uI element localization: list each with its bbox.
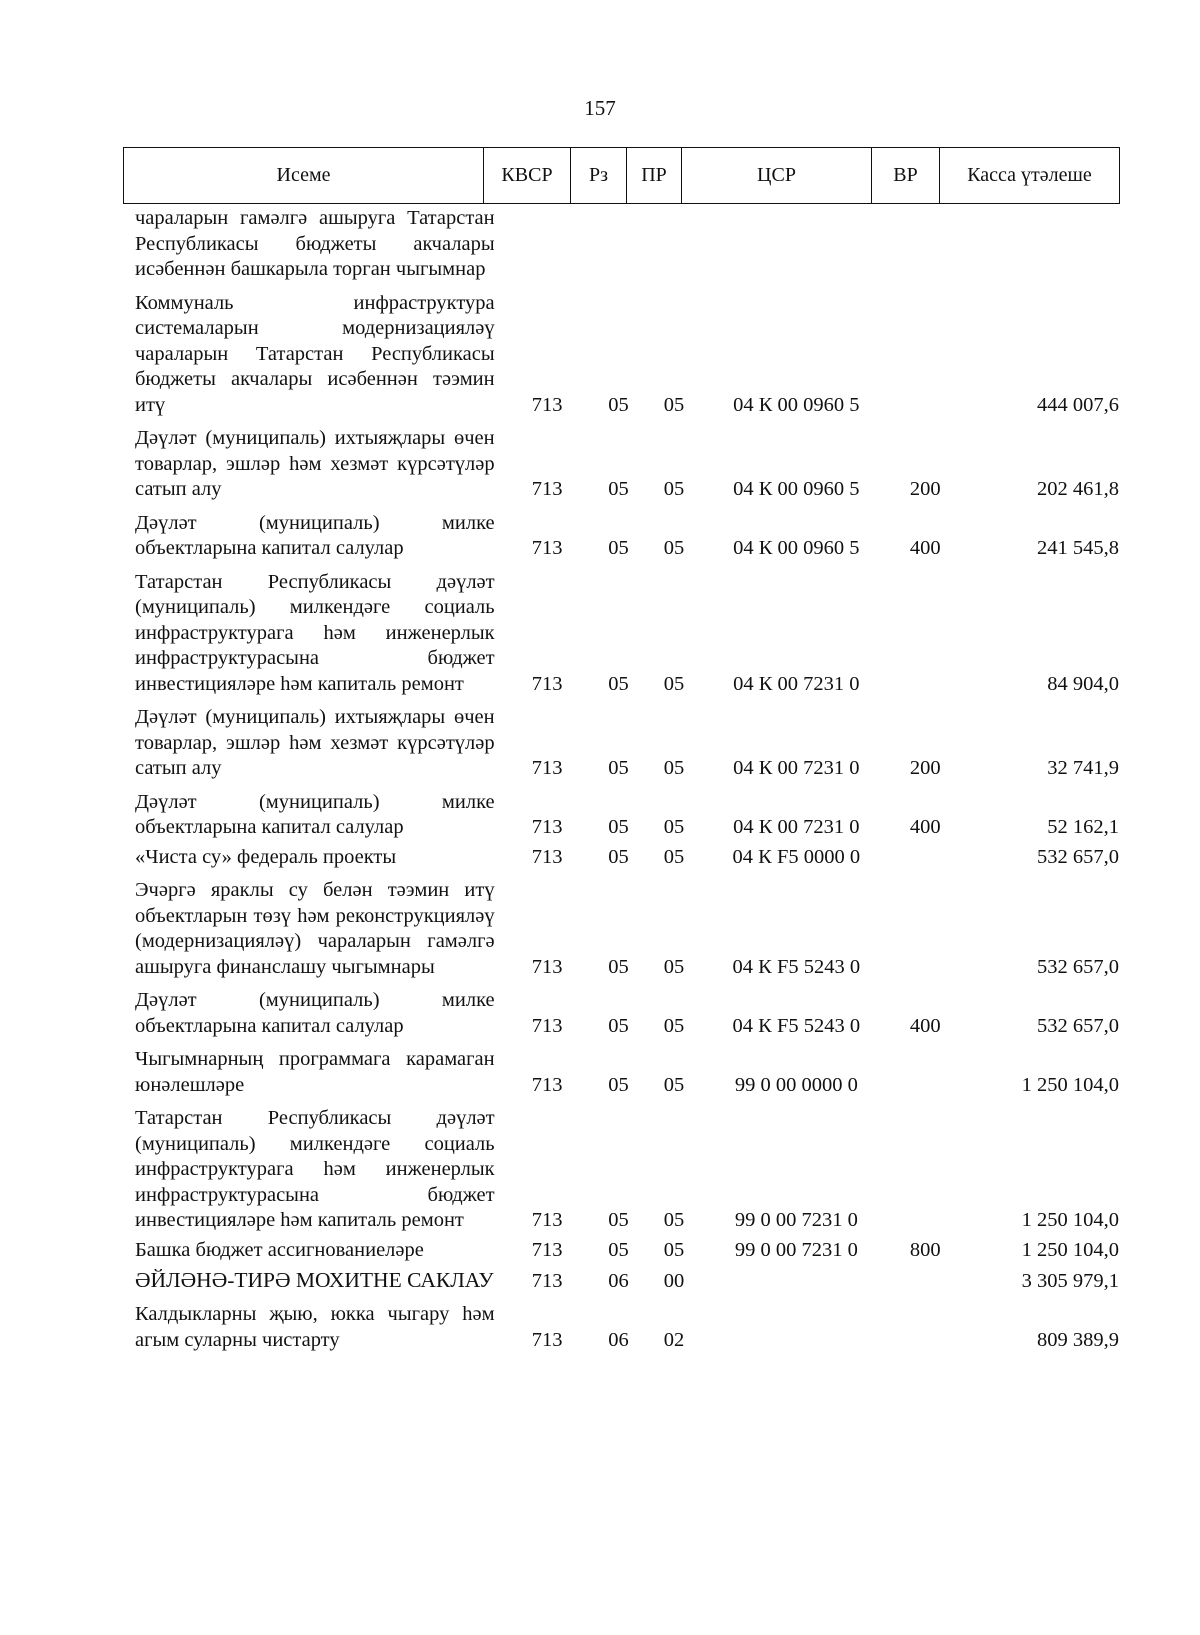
row-kvsr: 713 bbox=[531, 955, 563, 978]
row-csr: 04 К F5 0000 0 bbox=[732, 845, 861, 868]
row-pr: 02 bbox=[663, 1328, 685, 1351]
row-rz: 05 bbox=[608, 393, 629, 416]
table-row bbox=[123, 206, 1119, 283]
table-row bbox=[123, 1267, 1119, 1294]
table-body bbox=[123, 206, 1119, 1361]
row-rz: 05 bbox=[608, 757, 629, 779]
row-pr: 05 bbox=[663, 1014, 685, 1037]
table-row bbox=[123, 291, 1119, 419]
row-rz: 05 bbox=[608, 1014, 629, 1037]
header-csr: ЦСР bbox=[682, 148, 872, 204]
row-pr: 05 bbox=[663, 955, 685, 978]
row-kassa: 1 250 104,0 bbox=[1021, 1238, 1119, 1261]
row-rz: 05 bbox=[608, 1238, 629, 1261]
row-kvsr: 713 bbox=[531, 1209, 563, 1231]
table-row bbox=[123, 570, 1119, 698]
table-row bbox=[123, 1106, 1119, 1234]
header-pr: ПР bbox=[627, 148, 682, 204]
row-name: Татарстан Республикасы дәүләт (муниципаль) милкендәге социаль инфраструктурага һәм инженерлык инфраструктурасына бюджет инвестицияләре һәм капиталь ремонт bbox=[135, 570, 495, 695]
row-rz: 05 bbox=[608, 672, 629, 695]
row-pr: 05 bbox=[663, 1073, 685, 1096]
row-vr: 400 bbox=[909, 537, 941, 559]
row-kvsr: 713 bbox=[531, 1328, 563, 1351]
row-rz: 05 bbox=[608, 816, 629, 838]
row-pr: 05 bbox=[663, 1209, 685, 1231]
table-row bbox=[123, 845, 1119, 871]
header-rz: Рз bbox=[571, 148, 627, 204]
row-kvsr: 713 bbox=[531, 1238, 563, 1261]
header-name: Исеме bbox=[124, 148, 484, 204]
row-rz: 05 bbox=[608, 1073, 629, 1096]
row-name: Коммуналь инфраструктура системаларын модернизацияләү чараларын Татарстан Республикасы бюджеты акчалары исәбеннән тәэмин итү bbox=[135, 291, 495, 416]
row-csr: 04 К F5 5243 0 bbox=[732, 955, 861, 978]
row-csr: 04 К 00 0960 5 bbox=[733, 537, 860, 559]
row-pr: 05 bbox=[663, 816, 685, 838]
row-kvsr: 713 bbox=[531, 537, 563, 559]
row-rz: 05 bbox=[608, 955, 629, 978]
header-kassa: Касса үтәлеше bbox=[940, 148, 1120, 204]
row-rz: 05 bbox=[608, 478, 629, 500]
table-row bbox=[123, 426, 1119, 503]
table-row bbox=[123, 1047, 1119, 1098]
row-kvsr: 713 bbox=[531, 478, 563, 500]
row-kassa: 1 250 104,0 bbox=[1021, 1073, 1119, 1096]
row-kassa: 52 162,1 bbox=[1047, 816, 1119, 838]
row-name: чараларын гамәлгә ашыруга Татарстан Республикасы бюджеты акчалары исәбеннән башкарыла торган чыгымнар bbox=[135, 207, 495, 280]
row-csr: 99 0 00 7231 0 bbox=[734, 1238, 858, 1261]
row-rz: 05 bbox=[608, 1209, 629, 1231]
row-csr: 99 0 00 0000 0 bbox=[734, 1073, 858, 1096]
row-kassa: 809 389,9 bbox=[1037, 1328, 1119, 1351]
header-kvsr: КВСР bbox=[484, 148, 571, 204]
row-kassa: 241 545,8 bbox=[1037, 537, 1119, 559]
row-rz: 06 bbox=[608, 1328, 629, 1351]
row-name: ӘЙЛӘНӘ-ТИРӘ МОХИТНЕ САКЛАУ bbox=[135, 1268, 494, 1292]
row-name: Эчәргә яраклы су белән тәэмин итү объектларын төзү һәм реконструкцияләү (модернизацияләү) чараларын гамәлгә ашыруга финанслашу чыгымнары bbox=[135, 879, 495, 978]
table-row bbox=[123, 1302, 1119, 1353]
row-kassa: 532 657,0 bbox=[1037, 1014, 1119, 1037]
table-row bbox=[123, 1238, 1119, 1264]
row-vr: 800 bbox=[909, 1238, 941, 1261]
row-kvsr: 713 bbox=[531, 1073, 563, 1096]
row-kvsr: 713 bbox=[531, 1014, 563, 1037]
row-csr: 04 К 00 0960 5 bbox=[733, 478, 860, 500]
row-kassa: 202 461,8 bbox=[1037, 478, 1119, 500]
row-name: Дәүләт (муниципаль) милке объектларына капитал салулар bbox=[135, 989, 495, 1037]
row-kassa: 444 007,6 bbox=[1037, 393, 1119, 416]
table-row bbox=[123, 511, 1119, 562]
row-name: Дәүләт (муниципаль) милке объектларына капитал салулар bbox=[135, 790, 495, 838]
table-header bbox=[123, 147, 1120, 204]
row-rz: 05 bbox=[608, 537, 629, 559]
row-csr: 04 К 00 7231 0 bbox=[733, 757, 860, 779]
row-pr: 05 bbox=[663, 537, 685, 559]
row-vr: 400 bbox=[909, 1014, 941, 1037]
row-vr: 200 bbox=[909, 478, 941, 500]
table-row bbox=[123, 790, 1119, 841]
row-pr: 05 bbox=[663, 672, 685, 695]
row-csr: 99 0 00 7231 0 bbox=[734, 1209, 858, 1231]
row-vr: 400 bbox=[909, 816, 941, 838]
row-kvsr: 713 bbox=[531, 672, 563, 695]
row-kvsr: 713 bbox=[531, 816, 563, 838]
row-name: Башка бюджет ассигнованиеләре bbox=[135, 1238, 424, 1261]
row-name: Дәүләт (муниципаль) ихтыяҗлары өчен товарлар, эшләр һәм хезмәт күрсәтүләр сатып алу bbox=[135, 706, 495, 779]
row-pr: 05 bbox=[663, 845, 685, 868]
row-vr: 200 bbox=[909, 757, 941, 779]
row-csr: 04 К 00 7231 0 bbox=[733, 672, 860, 695]
row-name: Дәүләт (муниципаль) милке объектларына капитал салулар bbox=[135, 511, 495, 559]
row-kassa: 84 904,0 bbox=[1047, 672, 1119, 695]
row-kassa: 532 657,0 bbox=[1037, 955, 1119, 978]
row-name: «Чиста су» федераль проекты bbox=[135, 845, 397, 868]
table-row bbox=[123, 878, 1119, 980]
page-number: 157 bbox=[584, 96, 616, 120]
row-name: Татарстан Республикасы дәүләт (муниципаль) милкендәге социаль инфраструктурага һәм инженерлык инфраструктурасына бюджет инвестицияләре һәм капиталь ремонт bbox=[135, 1107, 495, 1231]
row-rz: 06 bbox=[608, 1269, 629, 1292]
row-rz: 05 bbox=[608, 845, 629, 868]
table-row bbox=[123, 705, 1119, 782]
row-kassa: 1 250 104,0 bbox=[1021, 1209, 1119, 1231]
row-kassa: 3 305 979,1 bbox=[1021, 1269, 1119, 1292]
table-row bbox=[123, 988, 1119, 1039]
row-name: Дәүләт (муниципаль) ихтыяҗлары өчен товарлар, эшләр һәм хезмәт күрсәтүләр сатып алу bbox=[135, 427, 495, 500]
header-vr: ВР bbox=[872, 148, 940, 204]
row-pr: 05 bbox=[663, 757, 685, 779]
row-csr: 04 К F5 5243 0 bbox=[732, 1014, 861, 1037]
row-kvsr: 713 bbox=[531, 1269, 563, 1292]
row-csr: 04 К 00 0960 5 bbox=[733, 393, 860, 416]
row-name: Чыгымнарның программага карамаган юнәлешләре bbox=[135, 1048, 495, 1096]
row-pr: 05 bbox=[663, 478, 685, 500]
row-kvsr: 713 bbox=[531, 393, 563, 416]
row-pr: 00 bbox=[663, 1269, 685, 1292]
row-kvsr: 713 bbox=[531, 845, 563, 868]
row-pr: 05 bbox=[663, 1238, 685, 1261]
row-kassa: 32 741,9 bbox=[1047, 757, 1119, 779]
row-kassa: 532 657,0 bbox=[1037, 845, 1119, 868]
row-csr: 04 К 00 7231 0 bbox=[733, 816, 860, 838]
row-name: Калдыкларны җыю, юкка чыгару һәм агым суларны чистарту bbox=[135, 1303, 495, 1351]
row-kvsr: 713 bbox=[531, 757, 563, 779]
row-pr: 05 bbox=[663, 393, 685, 416]
